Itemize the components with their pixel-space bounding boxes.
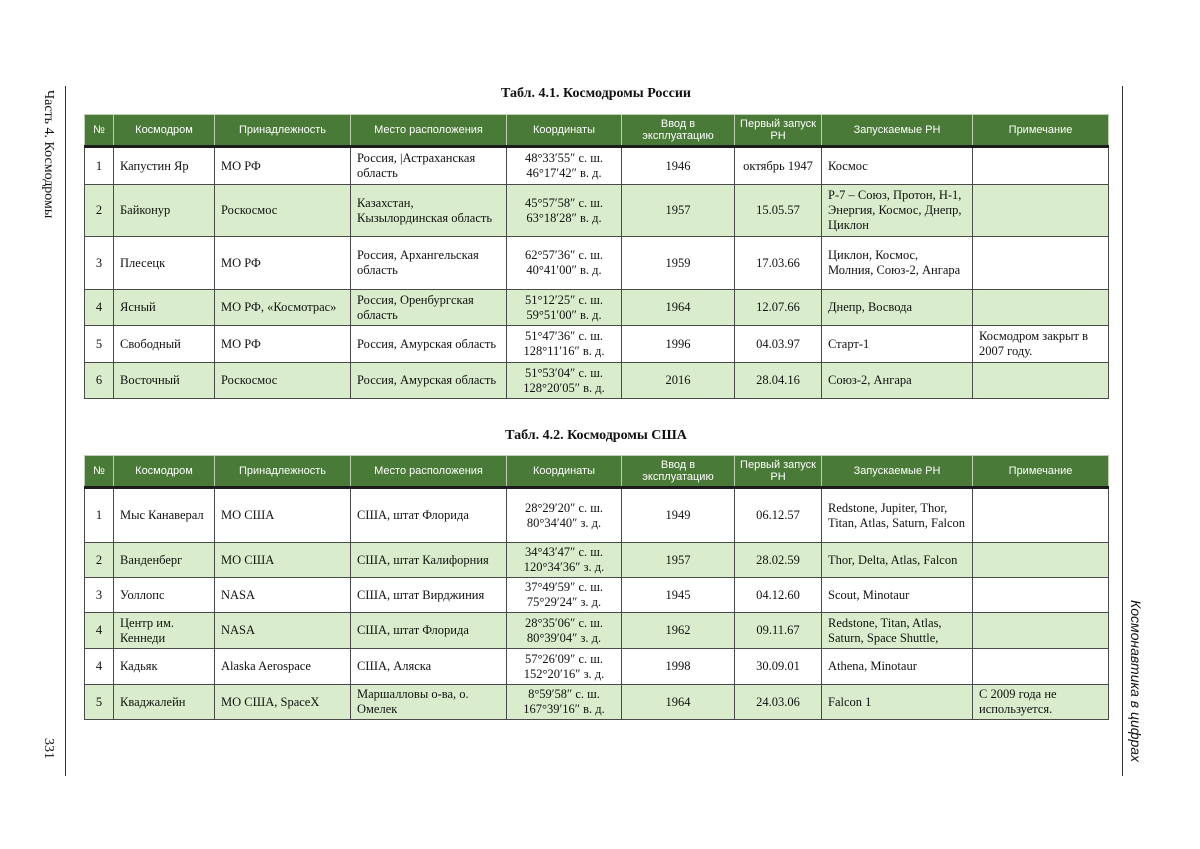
cell-rockets: Redstone, Titan, Atlas, Saturn, Space Shuttle, — [822, 613, 973, 649]
cell-cosmodrome: Ясный — [114, 290, 215, 326]
cell-year: 1998 — [622, 649, 735, 685]
table1-header-row — [85, 115, 1109, 147]
cell-owner: МО РФ — [215, 237, 351, 290]
cell-number: 1 — [85, 147, 114, 185]
cell-coordinates: 45°57′58″ с. ш. 63°18′28″ в. д. — [507, 185, 622, 237]
cell-number: 5 — [85, 685, 114, 720]
cell-location: Россия, |Астраханская область — [351, 147, 507, 185]
cell-rockets: Космос — [822, 147, 973, 185]
cell-first-launch: 17.03.66 — [735, 237, 822, 290]
table1-caption: Табл. 4.1. Космодромы России — [501, 86, 691, 101]
cell-cosmodrome: Центр им. Кеннеди — [114, 613, 215, 649]
cell-number: 3 — [85, 237, 114, 290]
cell-note — [973, 363, 1109, 399]
cell-number: 4 — [85, 613, 114, 649]
cell-rockets: Thor, Delta, Atlas, Falcon — [822, 543, 973, 578]
table2-header-row — [85, 456, 1109, 488]
cell-owner: NASA — [215, 578, 351, 613]
cell-note — [973, 290, 1109, 326]
header-first-launch: Первый запуск РН — [735, 456, 822, 488]
cell-number: 6 — [85, 363, 114, 399]
table-row — [85, 290, 1109, 326]
cell-first-launch: 04.12.60 — [735, 578, 822, 613]
table-row — [85, 543, 1109, 578]
left-margin-rule — [65, 86, 66, 776]
cell-number: 5 — [85, 326, 114, 363]
cell-note — [973, 237, 1109, 290]
cell-year: 1964 — [622, 685, 735, 720]
header-location: Место расположения — [351, 456, 507, 488]
header-location: Место расположения — [351, 115, 507, 147]
header-first-launch: Первый запуск РН — [735, 115, 822, 147]
cell-cosmodrome: Восточный — [114, 363, 215, 399]
table-row — [85, 613, 1109, 649]
cell-location: США, Аляска — [351, 649, 507, 685]
cell-owner: Alaska Aerospace — [215, 649, 351, 685]
header-note: Примечание — [973, 456, 1109, 488]
cell-location: США, штат Калифорния — [351, 543, 507, 578]
header-cosmodrome: Космодром — [114, 115, 215, 147]
table-row — [85, 488, 1109, 543]
cell-owner: МО США — [215, 488, 351, 543]
cell-year: 1957 — [622, 185, 735, 237]
cell-first-launch: 12.07.66 — [735, 290, 822, 326]
cell-cosmodrome: Кваджалейн — [114, 685, 215, 720]
cell-first-launch: 09.11.67 — [735, 613, 822, 649]
header-year: Ввод в эксплуатацию — [622, 456, 735, 488]
cell-note — [973, 543, 1109, 578]
cell-year: 1949 — [622, 488, 735, 543]
cell-first-launch: 30.09.01 — [735, 649, 822, 685]
cell-cosmodrome: Байконур — [114, 185, 215, 237]
table-row — [85, 147, 1109, 185]
header-rockets: Запускаемые РН — [822, 456, 973, 488]
cell-number: 2 — [85, 543, 114, 578]
cell-coordinates: 57°26′09″ с. ш. 152°20′16″ з. д. — [507, 649, 622, 685]
header-cosmodrome: Космодром — [114, 456, 215, 488]
header-note: Примечание — [973, 115, 1109, 147]
table-row — [85, 237, 1109, 290]
cell-note — [973, 147, 1109, 185]
cell-year: 1945 — [622, 578, 735, 613]
cell-year: 2016 — [622, 363, 735, 399]
cell-coordinates: 28°35′06″ с. ш. 80°39′04″ з. д. — [507, 613, 622, 649]
table-row — [85, 685, 1109, 720]
header-coordinates: Координаты — [507, 456, 622, 488]
cell-rockets: Днепр, Восвода — [822, 290, 973, 326]
cell-coordinates: 37°49′59″ с. ш. 75°29′24″ з. д. — [507, 578, 622, 613]
cell-year: 1964 — [622, 290, 735, 326]
cell-number: 4 — [85, 290, 114, 326]
header-number: № — [85, 456, 114, 488]
header-owner: Принадлежность — [215, 456, 351, 488]
cell-first-launch: 15.05.57 — [735, 185, 822, 237]
cell-year: 1957 — [622, 543, 735, 578]
right-margin-rule — [1122, 86, 1123, 776]
cell-coordinates: 62°57′36″ с. ш. 40°41′00″ в. д. — [507, 237, 622, 290]
cell-note: С 2009 года не используется. — [973, 685, 1109, 720]
cell-coordinates: 48°33′55″ с. ш. 46°17′42″ в. д. — [507, 147, 622, 185]
cell-coordinates: 51°53′04″ с. ш. 128°20′05″ в. д. — [507, 363, 622, 399]
table-row — [85, 578, 1109, 613]
cell-rockets: Циклон, Космос, Молния, Союз-2, Ангара — [822, 237, 973, 290]
cell-owner: МО РФ — [215, 326, 351, 363]
cell-coordinates: 28°29′20″ с. ш. 80°34′40″ з. д. — [507, 488, 622, 543]
cell-first-launch: 28.02.59 — [735, 543, 822, 578]
cell-rockets: Старт-1 — [822, 326, 973, 363]
russia-cosmodromes-table — [84, 114, 1109, 399]
header-owner: Принадлежность — [215, 115, 351, 147]
cell-location: Россия, Амурская область — [351, 326, 507, 363]
cell-coordinates: 34°43′47″ с. ш. 120°34′36″ з. д. — [507, 543, 622, 578]
header-year: Ввод в эксплуатацию — [622, 115, 735, 147]
cell-year: 1946 — [622, 147, 735, 185]
cell-year: 1996 — [622, 326, 735, 363]
cell-note — [973, 185, 1109, 237]
cell-cosmodrome: Кадьяк — [114, 649, 215, 685]
cell-number: 1 — [85, 488, 114, 543]
table2-caption: Табл. 4.2. Космодромы США — [505, 428, 687, 443]
cell-coordinates: 51°12′25″ с. ш. 59°51′00″ в. д. — [507, 290, 622, 326]
cell-owner: NASA — [215, 613, 351, 649]
cell-rockets: Redstone, Jupiter, Thor, Titan, Atlas, Saturn, Falcon — [822, 488, 973, 543]
cell-note — [973, 613, 1109, 649]
cell-location: США, штат Вирджиния — [351, 578, 507, 613]
cell-note — [973, 488, 1109, 543]
cell-cosmodrome: Ванденберг — [114, 543, 215, 578]
cell-owner: МО РФ — [215, 147, 351, 185]
cell-coordinates: 8°59′58″ с. ш. 167°39′16″ в. д. — [507, 685, 622, 720]
cell-owner: Роскосмос — [215, 185, 351, 237]
cell-note — [973, 649, 1109, 685]
cell-rockets: Athena, Minotaur — [822, 649, 973, 685]
cell-owner: МО РФ, «Космотрас» — [215, 290, 351, 326]
cell-location: Россия, Архангельская область — [351, 237, 507, 290]
cell-year: 1962 — [622, 613, 735, 649]
cell-location: США, штат Флорида — [351, 613, 507, 649]
cell-cosmodrome: Капустин Яр — [114, 147, 215, 185]
cell-location: Казахстан, Кызылординская область — [351, 185, 507, 237]
cell-year: 1959 — [622, 237, 735, 290]
cell-first-launch: 06.12.57 — [735, 488, 822, 543]
cell-rockets: Scout, Minotaur — [822, 578, 973, 613]
cell-note: Космодром закрыт в 2007 году. — [973, 326, 1109, 363]
cell-cosmodrome: Плесецк — [114, 237, 215, 290]
header-coordinates: Координаты — [507, 115, 622, 147]
cell-first-launch: 04.03.97 — [735, 326, 822, 363]
header-number: № — [85, 115, 114, 147]
chapter-title: Часть 4. Космодромы — [41, 90, 56, 219]
cell-cosmodrome: Свободный — [114, 326, 215, 363]
cell-location: Маршалловы о-ва, о. Омелек — [351, 685, 507, 720]
usa-cosmodromes-table — [84, 455, 1109, 720]
cell-number: 4 — [85, 649, 114, 685]
header-rockets: Запускаемые РН — [822, 115, 973, 147]
cell-rockets: Falcon 1 — [822, 685, 973, 720]
cell-first-launch: октябрь 1947 — [735, 147, 822, 185]
cell-note — [973, 578, 1109, 613]
cell-coordinates: 51°47′36″ с. ш. 128°11′16″ в. д. — [507, 326, 622, 363]
cell-first-launch: 28.04.16 — [735, 363, 822, 399]
cell-owner: МО США, SpaceX — [215, 685, 351, 720]
book-title: Космонавтика в цифрах — [1128, 600, 1144, 763]
table-row — [85, 649, 1109, 685]
page-number: 331 — [41, 738, 56, 759]
cell-number: 3 — [85, 578, 114, 613]
cell-location: Россия, Амурская область — [351, 363, 507, 399]
cell-location: Россия, Оренбургская область — [351, 290, 507, 326]
cell-rockets: Р-7 – Союз, Протон, Н-1, Энергия, Космос, Днепр, Циклон — [822, 185, 973, 237]
table-row — [85, 326, 1109, 363]
table-row — [85, 185, 1109, 237]
cell-owner: Роскосмос — [215, 363, 351, 399]
cell-cosmodrome: Мыс Канаверал — [114, 488, 215, 543]
cell-rockets: Союз-2, Ангара — [822, 363, 973, 399]
cell-owner: МО США — [215, 543, 351, 578]
table-row — [85, 363, 1109, 399]
cell-cosmodrome: Уоллопс — [114, 578, 215, 613]
cell-number: 2 — [85, 185, 114, 237]
cell-first-launch: 24.03.06 — [735, 685, 822, 720]
cell-location: США, штат Флорида — [351, 488, 507, 543]
